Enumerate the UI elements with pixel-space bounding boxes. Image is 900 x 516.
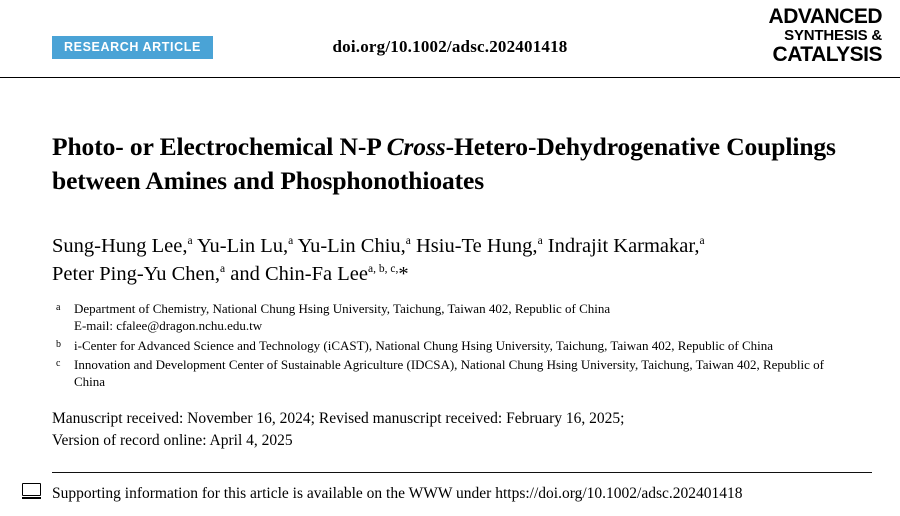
journal-logo bbox=[747, 6, 882, 65]
title-segment-1: Photo- or Electrochemical N-P bbox=[52, 132, 387, 161]
journal-logo-line1: ADVANCED bbox=[768, 5, 882, 28]
author-name: Hsiu-Te Hung, bbox=[410, 235, 538, 258]
author-line-2 bbox=[52, 261, 848, 288]
author-name: Sung-Hung Lee, bbox=[52, 235, 188, 258]
author-affil-mark: a bbox=[699, 235, 705, 248]
affiliation-mark: b bbox=[56, 338, 61, 350]
corresponding-author-star: * bbox=[398, 262, 409, 285]
title-segment-italic: Cross bbox=[386, 132, 446, 161]
affiliation-list bbox=[52, 301, 848, 391]
doi-link[interactable]: doi.org/10.1002/adsc.202401418 bbox=[332, 37, 568, 56]
affiliation-item bbox=[52, 338, 848, 355]
author-name: Yu-Lin Lu, bbox=[192, 235, 289, 258]
received-dates: Manuscript received: November 16, 2024; Revised manuscript received: February 16, 2025; bbox=[52, 410, 625, 428]
affiliation-text: i-Center for Advanced Science and Technology (iCAST), National Chung Hsing University, Taichung, Taiwan 402, Republic of China bbox=[74, 337, 774, 353]
page-title bbox=[52, 130, 848, 197]
author-affil-mark: a bbox=[405, 235, 411, 248]
research-article-badge: RESEARCH ARTICLE bbox=[52, 36, 213, 59]
author-affil-mark: a bbox=[288, 235, 294, 248]
affiliation-mark: a bbox=[56, 301, 61, 313]
journal-logo-line2: SYNTHESIS & bbox=[784, 27, 882, 44]
author-name: Yu-Lin Chiu, bbox=[293, 235, 406, 258]
author-affil-mark: a bbox=[537, 235, 543, 248]
affiliation-item bbox=[52, 301, 848, 335]
supporting-information-note[interactable]: Supporting information for this article is available on the WWW under https://doi.org/10.1002/adsc.202401418 bbox=[52, 485, 743, 502]
author-name: and Chin-Fa Lee bbox=[225, 262, 368, 285]
author-email[interactable]: E-mail: cfalee@dragon.nchu.edu.tw bbox=[74, 317, 263, 333]
affiliation-text: Innovation and Development Center of Sustainable Agriculture (IDCSA), National Chung Hsing University, Taichung, Taiwan 402, Republic of China bbox=[74, 357, 824, 390]
article-content bbox=[0, 130, 900, 452]
author-line-1 bbox=[52, 233, 848, 260]
author-list bbox=[52, 233, 848, 288]
monitor-icon bbox=[22, 483, 42, 499]
footer-divider bbox=[52, 472, 872, 473]
author-affil-mark: a, b, c, bbox=[367, 262, 399, 275]
author-affil-mark: a bbox=[219, 262, 226, 275]
affiliation-item bbox=[52, 357, 848, 391]
affiliation-mark: c bbox=[56, 358, 61, 370]
online-date: Version of record online: April 4, 2025 bbox=[52, 431, 293, 449]
affiliation-text: Department of Chemistry, National Chung Hsing University, Taichung, Taiwan 402, Republic of China bbox=[74, 300, 611, 316]
journal-logo-line3: CATALYSIS bbox=[772, 43, 882, 66]
publication-dates bbox=[52, 408, 848, 451]
page-header bbox=[0, 0, 900, 78]
author-name: Indrajit Karmakar, bbox=[542, 235, 700, 258]
author-name: Peter Ping-Yu Chen, bbox=[52, 262, 220, 285]
author-affil-mark: a bbox=[187, 235, 193, 248]
title-segment-2: -Hetero-Dehydrogenative Couplings between Amines and Phosphonothioates bbox=[52, 132, 836, 195]
affiliation-body bbox=[74, 301, 848, 335]
